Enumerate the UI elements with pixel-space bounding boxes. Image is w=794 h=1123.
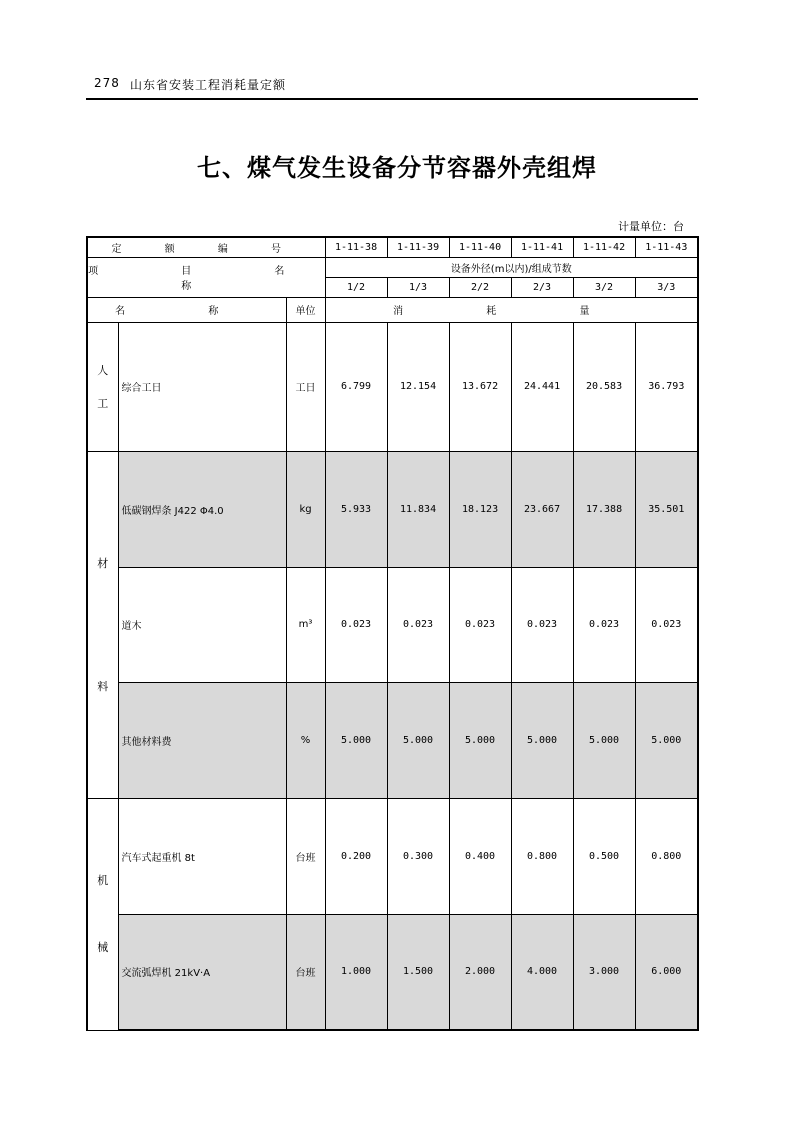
book-title: 山东省安装工程消耗量定额 <box>130 78 287 92</box>
value-cell: 5.000 <box>325 682 387 798</box>
item-name: 综合工日 <box>118 322 286 451</box>
column-header-row <box>87 297 698 322</box>
quota-code: 1-11-43 <box>635 237 698 257</box>
value-cell: 2.000 <box>449 914 511 1030</box>
value-cell: 6.799 <box>325 322 387 451</box>
table-row <box>87 914 698 1030</box>
value-cell: 23.667 <box>511 451 573 567</box>
item-name: 道木 <box>118 567 286 682</box>
value-cell: 18.123 <box>449 451 511 567</box>
category-material: 材 料 <box>87 451 118 798</box>
value-cell: 6.000 <box>635 914 698 1030</box>
value-cell: 0.023 <box>511 567 573 682</box>
table-row <box>87 451 698 567</box>
value-cell: 0.200 <box>325 798 387 914</box>
item-unit: 台班 <box>286 914 325 1030</box>
value-cell: 0.800 <box>511 798 573 914</box>
quota-code: 1-11-41 <box>511 237 573 257</box>
value-cell: 5.000 <box>511 682 573 798</box>
category-labor: 人 工 <box>87 322 118 451</box>
value-cell: 3.000 <box>573 914 635 1030</box>
table-row <box>87 567 698 682</box>
quota-code-row <box>87 237 698 257</box>
item-unit: 台班 <box>286 798 325 914</box>
table-row <box>87 322 698 451</box>
page-number: 278 <box>94 76 120 90</box>
value-cell: 0.023 <box>635 567 698 682</box>
spec-value: 1/3 <box>387 277 449 297</box>
item-name-label: 项 目 名 称 <box>87 257 325 297</box>
value-cell: 5.933 <box>325 451 387 567</box>
table-row <box>87 798 698 914</box>
value-cell: 4.000 <box>511 914 573 1030</box>
quota-code: 1-11-39 <box>387 237 449 257</box>
spec-value: 1/2 <box>325 277 387 297</box>
quota-code: 1-11-38 <box>325 237 387 257</box>
value-cell: 0.500 <box>573 798 635 914</box>
value-cell: 36.793 <box>635 322 698 451</box>
page-header <box>86 70 698 100</box>
value-cell: 1.000 <box>325 914 387 1030</box>
value-cell: 5.000 <box>635 682 698 798</box>
item-unit: m³ <box>286 567 325 682</box>
unit-header: 单位 <box>286 297 325 322</box>
spec-value: 2/3 <box>511 277 573 297</box>
value-cell: 20.583 <box>573 322 635 451</box>
item-name: 其他材料费 <box>118 682 286 798</box>
section-title: 七、煤气发生设备分节容器外壳组焊 <box>197 154 597 182</box>
spec-header-row <box>87 257 698 277</box>
consumption-header: 消 耗 量 <box>325 297 698 322</box>
value-cell: 0.023 <box>387 567 449 682</box>
value-cell: 5.000 <box>573 682 635 798</box>
value-cell: 5.000 <box>449 682 511 798</box>
category-machine: 机 械 <box>87 798 118 1030</box>
value-cell: 0.400 <box>449 798 511 914</box>
quota-table <box>86 236 699 1031</box>
value-cell: 0.023 <box>449 567 511 682</box>
value-cell: 1.500 <box>387 914 449 1030</box>
value-cell: 35.501 <box>635 451 698 567</box>
quota-code: 1-11-42 <box>573 237 635 257</box>
value-cell: 0.023 <box>573 567 635 682</box>
value-cell: 0.800 <box>635 798 698 914</box>
spec-value: 3/3 <box>635 277 698 297</box>
item-unit: 工日 <box>286 322 325 451</box>
spec-value: 3/2 <box>573 277 635 297</box>
spec-label: 设备外径(m以内)/组成节数 <box>325 257 698 277</box>
name-header: 名 称 <box>87 297 286 322</box>
item-name: 汽车式起重机 8t <box>118 798 286 914</box>
value-cell: 24.441 <box>511 322 573 451</box>
value-cell: 17.388 <box>573 451 635 567</box>
item-name: 交流弧焊机 21kV·A <box>118 914 286 1030</box>
measurement-unit-note: 计量单位：台 <box>618 220 684 233</box>
item-unit: % <box>286 682 325 798</box>
value-cell: 0.023 <box>325 567 387 682</box>
quota-code: 1-11-40 <box>449 237 511 257</box>
quota-number-label: 定 额 编 号 <box>87 237 325 257</box>
value-cell: 5.000 <box>387 682 449 798</box>
table-row <box>87 682 698 798</box>
item-name: 低碳钢焊条 J422 Φ4.0 <box>118 451 286 567</box>
value-cell: 13.672 <box>449 322 511 451</box>
spec-value: 2/2 <box>449 277 511 297</box>
value-cell: 0.300 <box>387 798 449 914</box>
item-unit: kg <box>286 451 325 567</box>
value-cell: 12.154 <box>387 322 449 451</box>
value-cell: 11.834 <box>387 451 449 567</box>
